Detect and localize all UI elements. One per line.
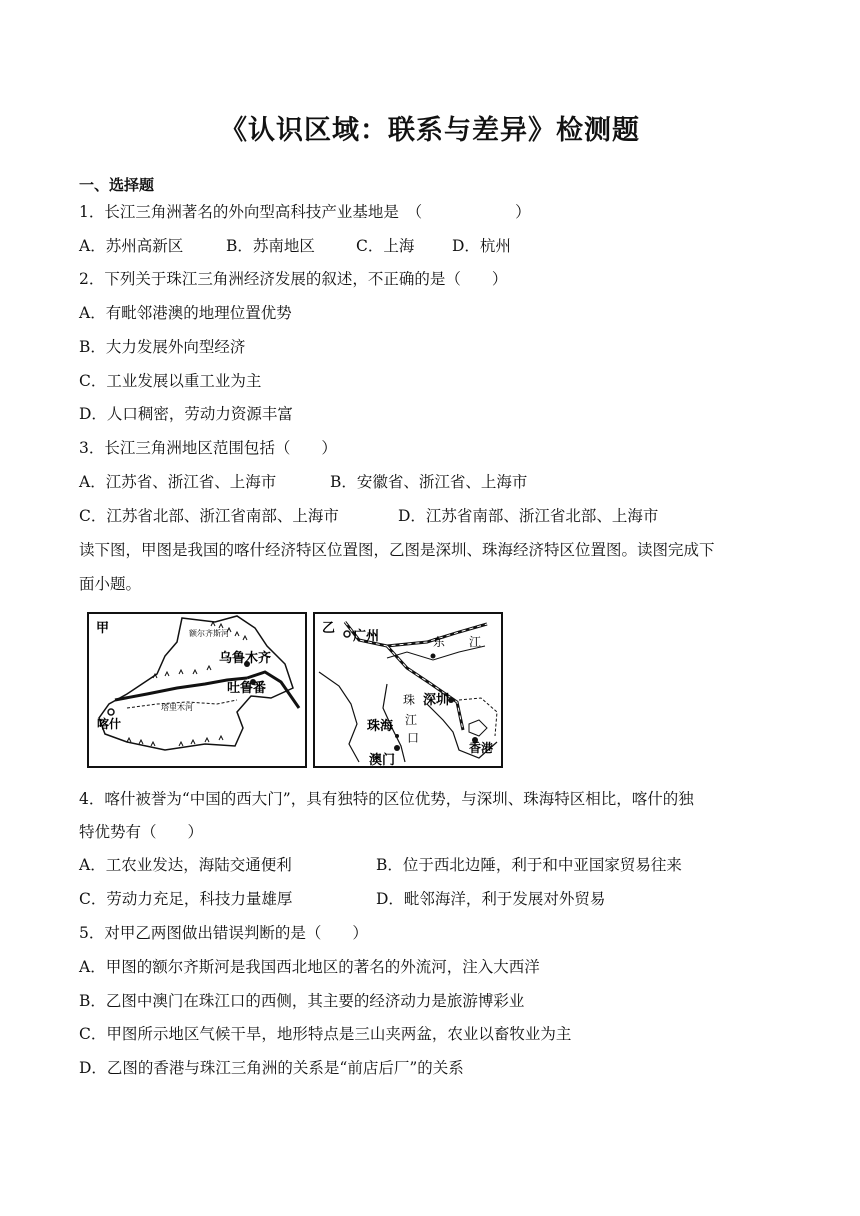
- question-1-option-b: B．苏南地区: [226, 237, 315, 255]
- question-2-stem: 2．下列关于珠江三角洲经济发展的叙述，不正确的是（ ）: [79, 270, 508, 288]
- map-jia-place-turpan: 吐鲁番: [227, 681, 267, 696]
- page-title: 《认识区域：联系与差异》检测题: [220, 115, 640, 146]
- question-3-option-c: C．江苏省北部、浙江省南部、上海市: [79, 507, 339, 525]
- question-2-option-b: B．大力发展外向型经济: [79, 338, 246, 356]
- map-jia-place-irtysh: 额尔齐斯河: [189, 629, 229, 638]
- question-5-option-b: B．乙图中澳门在珠江口的西侧，其主要的经济动力是旅游博彩业: [79, 992, 525, 1010]
- question-5-stem: 5．对甲乙两图做出错误判断的是（ ）: [79, 924, 368, 942]
- map-yi-place-hongkong: 香港: [469, 741, 494, 755]
- question-3-stem: 3．长江三角洲地区范围包括（ ）: [79, 439, 337, 457]
- map-jia-place-kashgar: 喀什: [97, 717, 122, 731]
- question-4-option-d: D．毗邻海洋，利于发展对外贸易: [376, 890, 606, 908]
- map-yi-place-shenzhen: 深圳: [423, 693, 450, 708]
- reading-line-2: 面小题。: [79, 575, 142, 593]
- reading-line-1: 读下图，甲图是我国的喀什经济特区位置图，乙图是深圳、珠海经济特区位置图。读图完成下: [79, 541, 715, 559]
- question-3-option-b: B．安徽省、浙江省、上海市: [330, 473, 528, 491]
- question-4-stem-line-1: 4．喀什被誉为“中国的西大门”，具有独特的区位优势，与深圳、珠海特区相比，喀什的独: [79, 790, 694, 808]
- question-2-option-d: D．人口稠密，劳动力资源丰富: [79, 405, 293, 423]
- question-3-option-a: A．江苏省、浙江省、上海市: [79, 473, 277, 491]
- map-yi: [314, 613, 502, 768]
- map-yi-place-dong: 东: [433, 635, 446, 649]
- question-5-option-d: D．乙图的香港与珠江三角洲的关系是“前店后厂”的关系: [79, 1059, 464, 1077]
- question-4-option-a: A．工农业发达，海陆交通便利: [79, 856, 292, 874]
- map-yi-place-jiang2: 江: [405, 713, 418, 727]
- question-3-option-d: D．江苏省南部、浙江省北部、上海市: [398, 507, 659, 525]
- question-4-option-c: C．劳动力充足，科技力量雄厚: [79, 890, 293, 908]
- map-yi-place-zhuhai: 珠海: [367, 719, 394, 734]
- question-4-stem-line-2: 特优势有（ ）: [79, 823, 204, 841]
- map-jia-place-tarim: 塔里木河: [161, 703, 193, 712]
- question-1-stem: 1．长江三角洲著名的外向型高科技产业基地是 （ ）: [79, 203, 531, 221]
- map-jia-label: 甲: [96, 621, 110, 636]
- question-5-option-a: A．甲图的额尔齐斯河是我国西北地区的著名的外流河，注入大西洋: [79, 958, 540, 976]
- map-yi-place-zhu: 珠: [403, 693, 416, 707]
- question-4-option-b: B．位于西北边陲，利于和中亚国家贸易往来: [376, 856, 682, 874]
- question-2-option-a: A．有毗邻港澳的地理位置优势: [79, 304, 292, 322]
- map-yi-place-guangzhou: 广州: [353, 629, 380, 644]
- question-1-option-a: A．苏州高新区: [79, 237, 184, 255]
- map-jia: [88, 613, 306, 767]
- map-jia-place-urumqi: 乌鲁木齐: [219, 651, 272, 666]
- map-figures: [87, 612, 507, 774]
- map-yi-place-kou: 口: [407, 731, 420, 745]
- question-5-option-c: C．甲图所示地区气候干旱，地形特点是三山夹两盆，农业以畜牧业为主: [79, 1025, 572, 1043]
- map-yi-label: 乙: [322, 621, 336, 636]
- map-yi-place-macau: 澳门: [369, 753, 396, 768]
- question-1-option-c: C．上海: [356, 237, 415, 255]
- map-yi-place-jiang: 江: [469, 635, 482, 649]
- question-1-option-d: D．杭州: [452, 237, 511, 255]
- maps-svg: [87, 612, 507, 770]
- section-heading: 一、选择题: [79, 176, 155, 194]
- question-2-option-c: C．工业发展以重工业为主: [79, 372, 262, 390]
